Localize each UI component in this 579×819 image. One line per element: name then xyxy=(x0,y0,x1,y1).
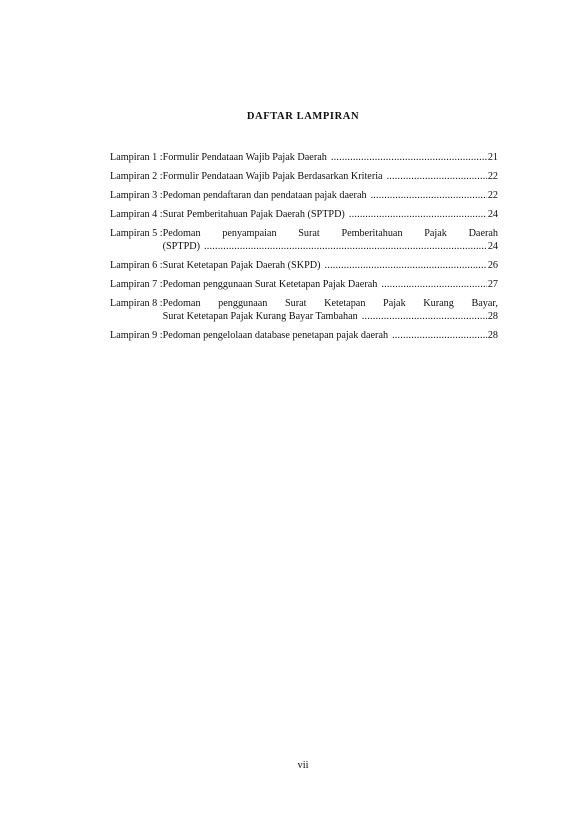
entry-title: Pedoman penggunaan Surat Ketetapan Pajak Daerah xyxy=(162,279,378,290)
entry-label: Lampiran 1 : xyxy=(110,152,163,163)
dot-leader xyxy=(392,329,487,342)
toc-entry-7[interactable] xyxy=(110,278,498,291)
title-word: Ketetapan xyxy=(324,298,366,309)
dot-leader xyxy=(362,310,487,323)
entry-label: Lampiran 2 : xyxy=(110,171,163,182)
attachment-list xyxy=(110,151,498,342)
entry-title xyxy=(163,297,498,310)
entry-title-line-1 xyxy=(163,227,498,240)
entry-page-number: 24 xyxy=(487,241,498,252)
entry-page-number: 22 xyxy=(487,190,498,201)
toc-entry-8[interactable] xyxy=(110,297,498,323)
toc-entry-4[interactable] xyxy=(110,208,498,221)
toc-entry-3[interactable] xyxy=(110,189,498,202)
entry-page-number: 27 xyxy=(487,279,498,290)
title-word: Bayar, xyxy=(471,298,498,309)
title-word: Daerah xyxy=(468,228,498,239)
title-word: Pajak xyxy=(383,298,406,309)
title-word: Surat xyxy=(285,298,307,309)
dot-leader xyxy=(324,259,486,272)
entry-title-continued: Surat Ketetapan Pajak Kurang Bayar Tambahan xyxy=(162,311,358,322)
entry-title: Pedoman pengelolaan database penetapan pajak daerah xyxy=(162,330,389,341)
dot-leader xyxy=(204,240,487,253)
title-word: Pemberitahuan xyxy=(341,228,403,239)
entry-label: Lampiran 8 : xyxy=(110,298,163,309)
entry-label: Lampiran 4 : xyxy=(110,209,163,220)
entry-title: Formulir Pendataan Wajib Pajak Daerah xyxy=(162,152,327,163)
entry-page-number: 26 xyxy=(487,260,498,271)
toc-entry-9[interactable] xyxy=(110,329,498,342)
entry-page-number: 24 xyxy=(487,209,498,220)
toc-entry-1[interactable] xyxy=(110,151,498,164)
dot-leader xyxy=(387,170,487,183)
entry-title: Pedoman pendaftaran dan pendataan pajak daerah xyxy=(162,190,367,201)
title-word: penyampaian xyxy=(222,228,277,239)
page-number: vii xyxy=(297,760,309,771)
entry-title-line-1 xyxy=(163,297,498,310)
entry-page-number: 22 xyxy=(487,171,498,182)
entry-title: Formulir Pendataan Wajib Pajak Berdasarkan Kriteria xyxy=(162,171,383,182)
entry-page-number: 28 xyxy=(487,311,498,322)
title-word: Surat xyxy=(298,228,320,239)
toc-entry-5[interactable] xyxy=(110,227,498,253)
entry-title xyxy=(163,227,498,240)
entry-label: Lampiran 7 : xyxy=(110,279,163,290)
dot-leader xyxy=(381,278,486,291)
title-word: Pedoman xyxy=(162,228,201,239)
dot-leader xyxy=(349,208,487,221)
title-word: Pajak xyxy=(424,228,447,239)
entry-label: Lampiran 9 : xyxy=(110,330,163,341)
toc-entry-2[interactable] xyxy=(110,170,498,183)
title-word: Kurang xyxy=(423,298,454,309)
entry-page-number: 28 xyxy=(487,330,498,341)
dot-leader xyxy=(371,189,487,202)
toc-entry-6[interactable] xyxy=(110,259,498,272)
entry-page-number: 21 xyxy=(487,152,498,163)
entry-label: Lampiran 6 : xyxy=(110,260,163,271)
entry-label: Lampiran 3 : xyxy=(110,190,163,201)
page-title: DAFTAR LAMPIRAN xyxy=(246,111,360,122)
title-word: penggunaan xyxy=(218,298,268,309)
title-word: Pedoman xyxy=(162,298,201,309)
entry-label: Lampiran 5 : xyxy=(110,228,163,239)
dot-leader xyxy=(331,151,487,164)
entry-title: Surat Ketetapan Pajak Daerah (SKPD) xyxy=(162,260,321,271)
entry-title-continued: (SPTPD) xyxy=(162,241,200,252)
entry-title: Surat Pemberitahuan Pajak Daerah (SPTPD) xyxy=(162,209,345,220)
